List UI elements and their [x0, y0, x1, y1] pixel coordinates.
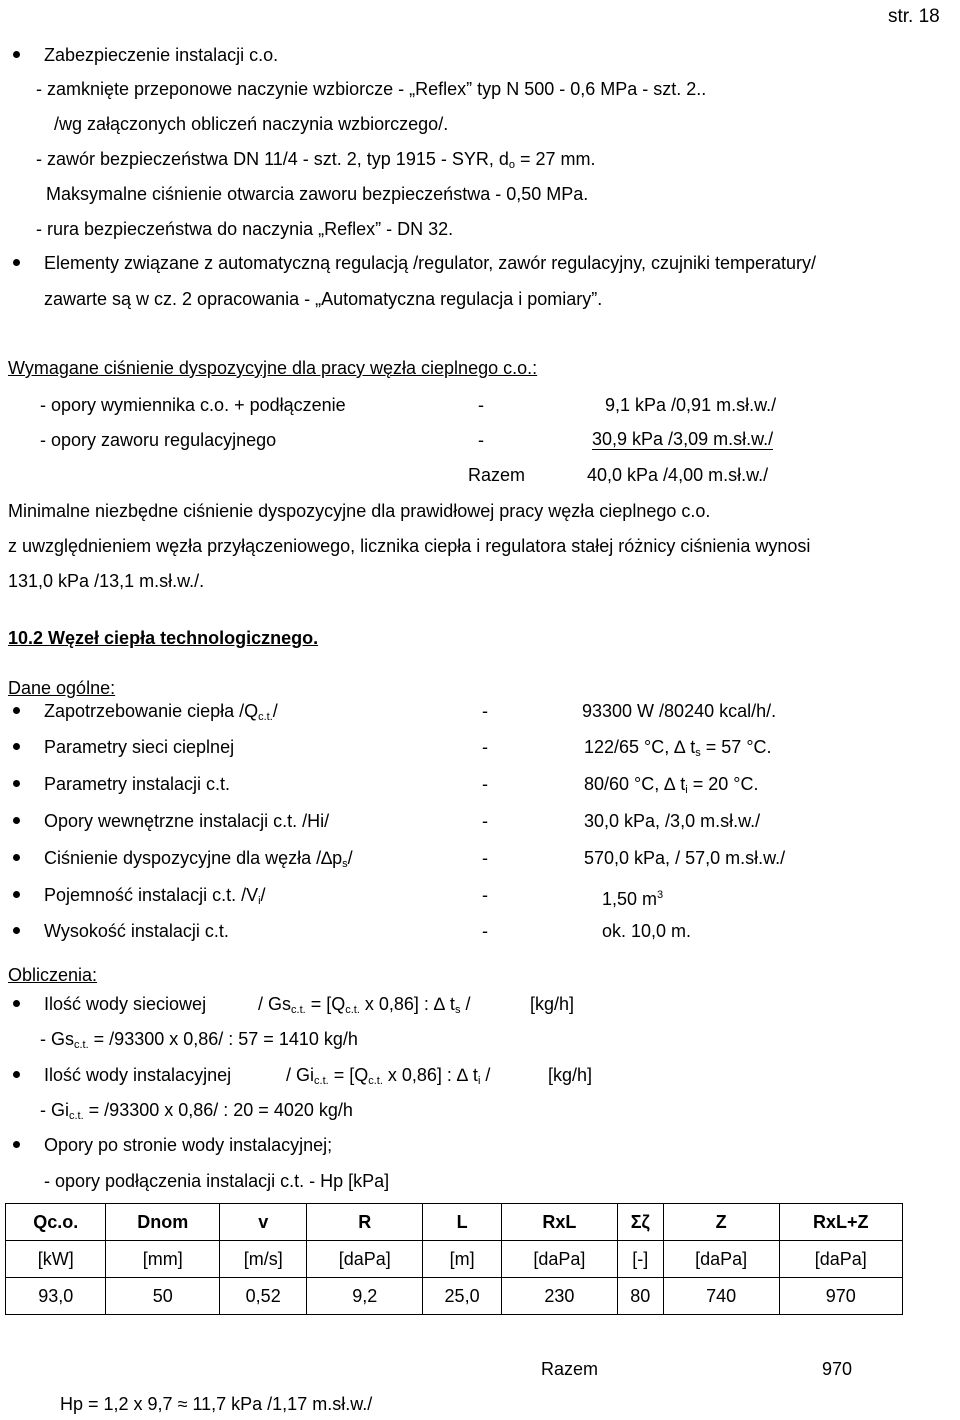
- pressure-heading: Wymagane ciśnienie dyspozycyjne dla pracy węzła cieplnego c.o.:: [8, 358, 538, 378]
- bullet-icon: [13, 743, 20, 750]
- bullet-icon: [13, 1000, 20, 1007]
- text-line: - zamknięte przeponowe naczynie wzbiorcze - „Reflex” typ N 500 - 0,6 MPa - szt. 2..: [36, 79, 707, 99]
- table-header-cell: RxL+Z: [779, 1204, 902, 1241]
- table-unit-cell: [daPa]: [501, 1241, 617, 1278]
- calc-unit: [kg/h]: [548, 1065, 593, 1085]
- table-header-cell: Dnom: [106, 1204, 220, 1241]
- table-header-cell: R: [307, 1204, 423, 1241]
- general-item-label: Pojemność instalacji c.t. $/V_i/$: [44, 885, 266, 907]
- general-item-dash: -: [482, 848, 488, 868]
- general-item-label: Ciśnienie dyspozycyjne dla węzła $/\Delta p_s/$: [44, 848, 353, 870]
- table-cell: 230: [501, 1278, 617, 1315]
- pipe-loss-table: [5, 1203, 903, 1315]
- table-unit-cell: [m/s]: [220, 1241, 307, 1278]
- table-unit-cell: [kW]: [6, 1241, 106, 1278]
- general-item-dash: -: [482, 811, 488, 831]
- bullet-icon: [13, 817, 20, 824]
- general-item-value: 1,50 $m^3$: [602, 889, 664, 909]
- table-header-row: [6, 1204, 903, 1241]
- text-line: - zawór bezpieczeństwa DN 11/4 - szt. 2, typ 1915 - SYR, $d_o = 27$ mm.: [36, 149, 596, 171]
- table-cell: 80: [617, 1278, 663, 1315]
- calc-label: Opory po stronie wody instalacyjnej;: [44, 1135, 333, 1155]
- final-result: Hp = 1,2 x 9,7 ≈ 11,7 kPa /1,17 m.sł.w./: [60, 1394, 373, 1414]
- table-header-cell: Qc.o.: [6, 1204, 106, 1241]
- pressure-row-value: 9,1 kPa /0,91 m.sł.w./: [605, 395, 777, 415]
- pressure-row-label: - opory zaworu regulacyjnego: [40, 430, 277, 450]
- pressure-total-value: 40,0 kPa /4,00 m.sł.w./: [587, 465, 769, 485]
- general-item-dash: -: [482, 774, 488, 794]
- table-header-cell: Z: [663, 1204, 779, 1241]
- calc-unit: [kg/h]: [530, 994, 575, 1014]
- table-header-cell: Σζ: [617, 1204, 663, 1241]
- pressure-row-label: - opory wymiennika c.o. + podłączenie: [40, 395, 346, 415]
- general-item-value: 93300 W /80240 kcal/h/.: [582, 701, 777, 721]
- general-item-dash: -: [482, 737, 488, 757]
- calculations-heading: Obliczenia:: [8, 965, 98, 985]
- bullet-icon: [13, 259, 20, 266]
- text-line: Elementy związane z automatyczną regulacją /regulator, zawór regulacyjny, czujniki temperatury/: [44, 253, 817, 273]
- table-row: [6, 1278, 903, 1315]
- table-cell: 9,2: [307, 1278, 423, 1315]
- general-item-dash: -: [482, 921, 488, 941]
- calc-result: - $Gs_{c.t.} = /93300$ x 0,86/ : 57 = 1410 kg/h: [40, 1029, 358, 1051]
- bullet-icon: [13, 780, 20, 787]
- bullet-icon: [13, 1071, 20, 1078]
- table-cell: 93,0: [6, 1278, 106, 1315]
- general-item-value: ok. 10,0 m.: [602, 921, 692, 941]
- table-header-cell: RxL: [501, 1204, 617, 1241]
- table-units-row: [6, 1241, 903, 1278]
- text-line: z uwzględnieniem węzła przyłączeniowego, licznika ciepła i regulatora stałej różnicy ciśnienia wynosi: [8, 536, 811, 556]
- table-unit-cell: [mm]: [106, 1241, 220, 1278]
- general-item-value: 570,0 kPa, / 57,0 m.sł.w./: [584, 848, 786, 868]
- general-item-dash: -: [482, 701, 488, 721]
- bullet-icon: [13, 51, 20, 58]
- pressure-row-value: 30,9 kPa /3,09 m.sł.w./: [592, 429, 774, 449]
- table-unit-cell: [daPa]: [779, 1241, 902, 1278]
- general-item-label: Wysokość instalacji c.t.: [44, 921, 229, 941]
- table-unit-cell: [daPa]: [663, 1241, 779, 1278]
- pressure-row-dash: -: [478, 395, 484, 415]
- table-cell: 0,52: [220, 1278, 307, 1315]
- calc-label: Ilość wody sieciowej: [44, 994, 207, 1014]
- table-cell: 25,0: [423, 1278, 502, 1315]
- general-item-value: 30,0 kPa, /3,0 m.sł.w./: [584, 811, 761, 831]
- table-total-label: Razem: [541, 1359, 599, 1379]
- heading-zabezpieczenie: Zabezpieczenie instalacji c.o.: [44, 45, 279, 65]
- bullet-icon: [13, 707, 20, 714]
- table-total-value: 970: [822, 1359, 853, 1379]
- calc-formula: / $Gi_{c.t.} = [Q_{c.t.}$ x 0,86] : ∆ $t_i$ /: [286, 1065, 491, 1087]
- page-number: str. 18: [888, 6, 940, 27]
- calc-label: Ilość wody instalacyjnej: [44, 1065, 232, 1085]
- bullet-icon: [13, 854, 20, 861]
- general-item-dash: -: [482, 885, 488, 905]
- bullet-icon: [13, 891, 20, 898]
- table-cell: 740: [663, 1278, 779, 1315]
- table-unit-cell: [m]: [423, 1241, 502, 1278]
- section-heading: 10.2 Węzeł ciepła technologicznego.: [8, 628, 319, 648]
- calc-formula: / $Gs_{c.t.} = [Q_{c.t.}$ x 0,86] : ∆ $t_s$ /: [258, 994, 471, 1016]
- table-header-cell: v: [220, 1204, 307, 1241]
- text-line: zawarte są w cz. 2 opracowania - „Automatyczna regulacja i pomiary”.: [44, 289, 603, 309]
- general-item-label: Zapotrzebowanie ciepła $/Q_{c.t.}/$: [44, 701, 278, 723]
- table-cell: 50: [106, 1278, 220, 1315]
- general-item-label: Parametry instalacji c.t.: [44, 774, 231, 794]
- text-line: 131,0 kPa /13,1 m.sł.w./.: [8, 571, 205, 591]
- general-data-heading: Dane ogólne:: [8, 678, 116, 698]
- general-item-value: 80/60 °C, ∆ $t_i = 20$ °C.: [584, 774, 759, 796]
- pressure-row-dash: -: [478, 430, 484, 450]
- table-unit-cell: [daPa]: [307, 1241, 423, 1278]
- general-item-value: 122/65 °C, ∆ $t_s = 57$ °C.: [584, 737, 772, 759]
- bullet-icon: [13, 927, 20, 934]
- general-item-label: Parametry sieci cieplnej: [44, 737, 235, 757]
- text-line: /wg załączonych obliczeń naczynia wzbiorczego/.: [54, 114, 449, 134]
- table-cell: 970: [779, 1278, 902, 1315]
- calc-result: - $Gi_{c.t.} = /93300$ x 0,86/ : 20 = 4020 kg/h: [40, 1100, 353, 1122]
- table-header-cell: L: [423, 1204, 502, 1241]
- general-item-label: Opory wewnętrzne instalacji c.t. /Hi/: [44, 811, 330, 831]
- pressure-total-label: Razem: [468, 465, 526, 485]
- text-line: Maksymalne ciśnienie otwarcia zaworu bezpieczeństwa - 0,50 MPa.: [46, 184, 589, 204]
- calc-result: - opory podłączenia instalacji c.t. - Hp [kPa]: [44, 1171, 390, 1191]
- text-line: - rura bezpieczeństwa do naczynia „Reflex” - DN 32.: [36, 219, 454, 239]
- bullet-icon: [13, 1141, 20, 1148]
- text-line: Minimalne niezbędne ciśnienie dyspozycyjne dla prawidłowej pracy węzła cieplnego c.o.: [8, 501, 711, 521]
- table-unit-cell: [-]: [617, 1241, 663, 1278]
